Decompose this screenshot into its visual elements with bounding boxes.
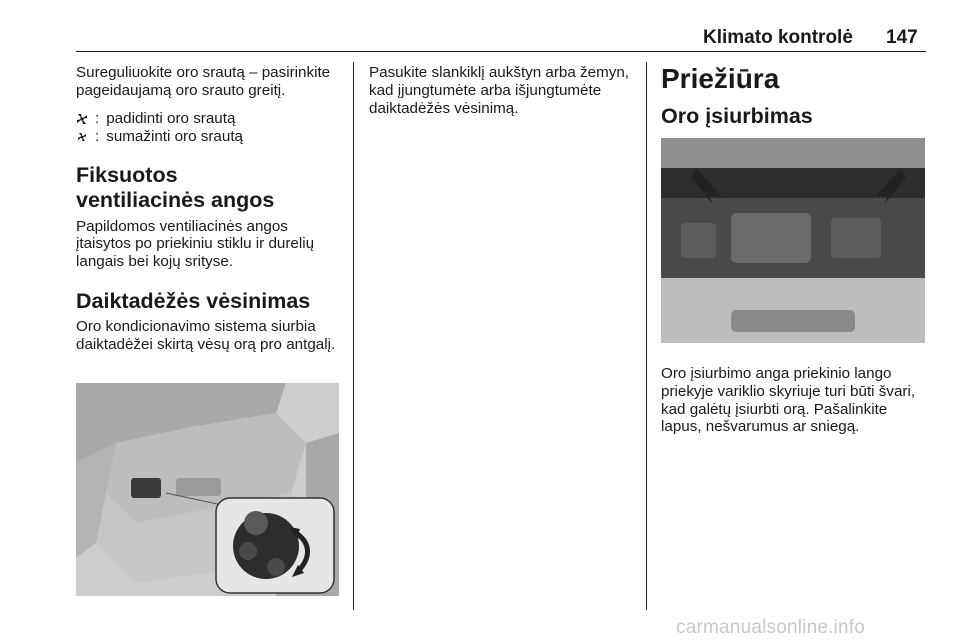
fan-large-icon <box>76 113 88 125</box>
heading-air-intake: Oro įsiurbimas <box>661 104 813 128</box>
column-middle <box>369 64 631 117</box>
column-right <box>661 64 929 129</box>
list-item-text: sumažinti oro srautą <box>106 127 243 145</box>
list-item-text: padidinti oro srautą <box>106 109 236 127</box>
list-separator: : <box>95 127 100 145</box>
heading-fixed-vents: Fiksuotos ventiliacinės angos <box>76 162 275 212</box>
paragraph-fixed-vents: Papildomos ventiliacinės angos įtaisytos po priekiniu stiklu ir durelių langais bei kojų srityse. <box>76 217 315 271</box>
watermark: carmanualsonline.info <box>676 617 866 638</box>
column-divider <box>646 62 647 610</box>
paragraph-glovebox-cooling: Oro kondicionavimo sistema siurbia daiktadėžei skirtą vėsų orą pro antgalį. <box>76 317 336 353</box>
glovebox-illustration <box>76 383 339 596</box>
engine-bay-illustration <box>661 138 925 343</box>
paragraph-air-intake: Oro įsiurbimo anga priekinio lango priekyje variklio skyriuje turi būti švari, kad galėtų įsiurbti orą. Pašalinkite lapus, nešvarumus ar sniegą. <box>661 365 916 436</box>
page-title: Klimato kontrolė <box>703 27 853 48</box>
column-right-text <box>661 365 929 436</box>
fan-small-icon <box>76 131 88 143</box>
header-rule <box>76 51 926 52</box>
list-separator: : <box>95 109 100 127</box>
heading-maintenance: Priežiūra <box>661 63 780 94</box>
list-item <box>76 128 341 146</box>
intro-paragraph: Sureguliuokite oro srautą – pasirinkite pageidaujamą oro srauto greitį. <box>76 64 331 99</box>
list-item <box>76 110 341 128</box>
heading-glovebox-cooling: Daiktadėžės vėsinimas <box>76 288 311 313</box>
paragraph-slider: Pasukite slankiklį aukštyn arba žemyn, kad įjungtumėte arba išjungtumėte daiktadėžės vėsinimą. <box>369 64 629 117</box>
page-number: 147 <box>886 27 918 48</box>
column-divider <box>353 62 354 610</box>
column-left <box>76 64 341 354</box>
